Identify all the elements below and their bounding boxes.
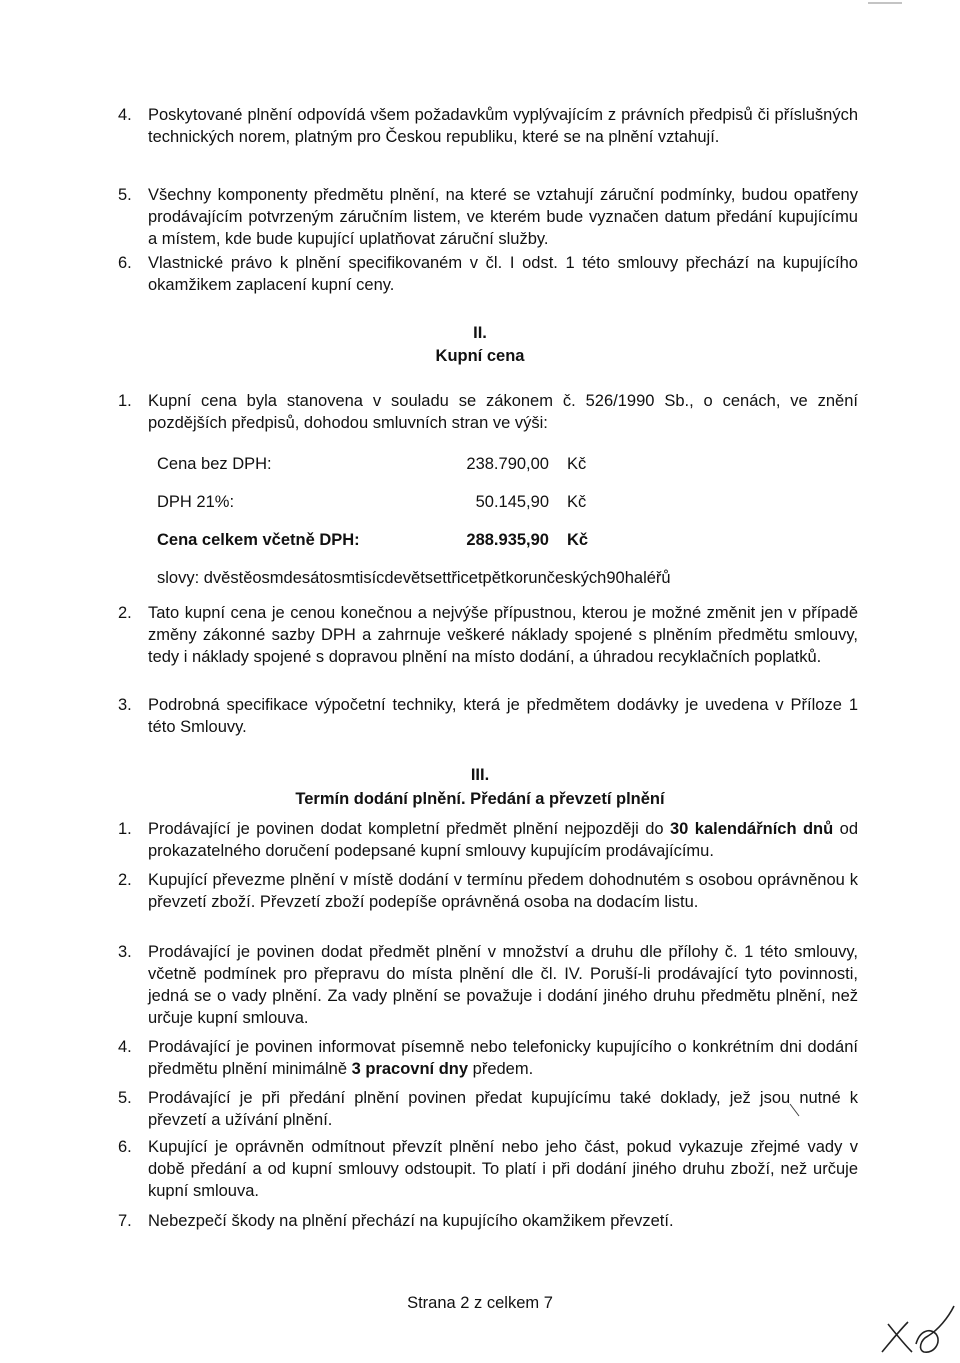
item-number: 6. [118,254,132,272]
item-number: 4. [118,1038,132,1056]
item-number: 3. [118,696,132,714]
list-item [118,694,858,738]
list-item [118,1087,858,1131]
price-value: 288.935,90 [466,531,549,549]
item-text-bold: 3 pracovní dny [351,1060,469,1078]
item-number: 3. [118,943,132,961]
list-item [118,602,858,668]
section-title: Kupní cena [435,347,525,365]
item-text [148,818,858,862]
price-in-words: slovy: dvěstěosmdesátosmtisícdevětsettřicetpětkorunčeských90haléřů [157,569,671,587]
item-text: Poskytované plnění odpovídá všem požadavkům vyplývajícím z právních předpisů či příslušných technických norem, platným pro Českou republiku, které se na plnění vztahují. [148,106,858,146]
item-text-bold: 30 kalendářních dnů [669,820,834,838]
handwritten-initials [878,1300,958,1360]
scan-mark [788,1102,802,1118]
item-number: 2. [118,871,132,889]
item-text [148,1036,858,1080]
item-text: Prodávající je při předání plnění povinen předat kupujícímu také doklady, jež jsou nutné k převzetí a užívání plnění. [148,1089,858,1129]
page-footer: Strana 2 z celkem 7 [407,1294,553,1312]
price-value: 238.790,00 [466,455,549,473]
price-value: 50.145,90 [475,493,549,511]
item-number: 7. [118,1212,132,1230]
item-number: 2. [118,604,132,622]
list-item [118,252,858,296]
item-text: Prodávající je povinen dodat předmět plnění v množství a druhu dle přílohy č. 1 této smlouvy, včetně podmínek pro přepravu do místa plnění dle čl. IV. Poruší-li prodávající tyto povinnosti, jedná se o vady plnění. Za vady plnění se považuje i dodání jiného druhu předmětu plnění, než určuje kupní smlouva. [148,943,858,1027]
price-currency: Kč [567,531,589,549]
item-number: 5. [118,1089,132,1107]
list-item [118,869,858,913]
item-text-part: od prokazatelného doručení podepsané kupní smlouvy kupujícím prodávajícímu. [148,820,858,860]
list-item [118,1036,858,1080]
item-text-part: Prodávající je povinen dodat kompletní předmět plnění nejpozději do [148,820,670,838]
item-text: Kupující převezme plnění v místě dodání v termínu předem dohodnutém s osobou oprávněnou k převzetí zboží. Převzetí zboží podepíše oprávněná osoba na dodacím listu. [148,871,858,911]
item-text-part: Prodávající je povinen informovat písemně nebo telefonicky kupujícího o konkrétním dni dodání předmětu plnění minimálně [148,1038,858,1078]
item-text: Podrobná specifikace výpočetní techniky, která je předmětem dodávky je uvedena v Příloze 1 této Smlouvy. [148,696,858,736]
price-currency: Kč [567,455,587,473]
section-number: II. [473,324,487,342]
item-number: 5. [118,186,132,204]
section-title: Termín dodání plnění. Předání a převzetí plnění [295,790,665,808]
list-item [118,184,858,250]
list-item [118,1136,858,1202]
price-label: Cena celkem včetně DPH: [157,531,360,549]
item-text: Nebezpečí škody na plnění přechází na kupujícího okamžikem převzetí. [148,1212,674,1230]
item-text: Kupní cena byla stanovena v souladu se zákonem č. 526/1990 Sb., o cenách, ve znění pozdějších předpisů, dohodou smluvních stran ve výši: [148,392,858,432]
item-text-part: předem. [468,1060,534,1078]
item-number: 1. [118,820,132,838]
price-label: DPH 21%: [157,493,235,511]
item-text: Tato kupní cena je cenou konečnou a nejvýše přípustnou, kterou je možné změnit jen v případě změny zákonné sazby DPH a zahrnuje veškeré náklady spojené s plněním předmětu smlouvy, tedy i náklady spojené s dopravou plnění na místo dodání, a úhradou recyklačních poplatků. [148,604,858,666]
section-number: III. [470,766,490,784]
list-item [118,1210,858,1232]
item-text: Kupující je oprávněn odmítnout převzít plnění nebo jeho část, pokud vykazuje zřejmé vady v době předání a od kupní smlouvy odstoupit. To platí i při dodání jiného druhu zboží, než určuje kupní smlouva. [148,1138,858,1200]
item-number: 1. [118,392,132,410]
list-item [118,941,858,1029]
scan-artifact [866,0,906,8]
list-item [118,390,858,434]
item-text: Vlastnické právo k plnění specifikovaném v čl. I odst. 1 této smlouvy přechází na kupujícího okamžikem zaplacení kupní ceny. [148,254,858,294]
price-currency: Kč [567,493,587,511]
list-item [118,104,858,148]
price-label: Cena bez DPH: [157,455,272,473]
item-number: 6. [118,1138,132,1156]
item-text: Všechny komponenty předmětu plnění, na které se vztahují záruční podmínky, budou opatřeny prodávajícím potvrzeným záručním listem, ve kterém bude vyznačen datum předání kupujícímu a místem, kde bude kupující uplatňovat záruční služby. [148,186,858,248]
item-number: 4. [118,106,132,124]
list-item [118,818,858,862]
